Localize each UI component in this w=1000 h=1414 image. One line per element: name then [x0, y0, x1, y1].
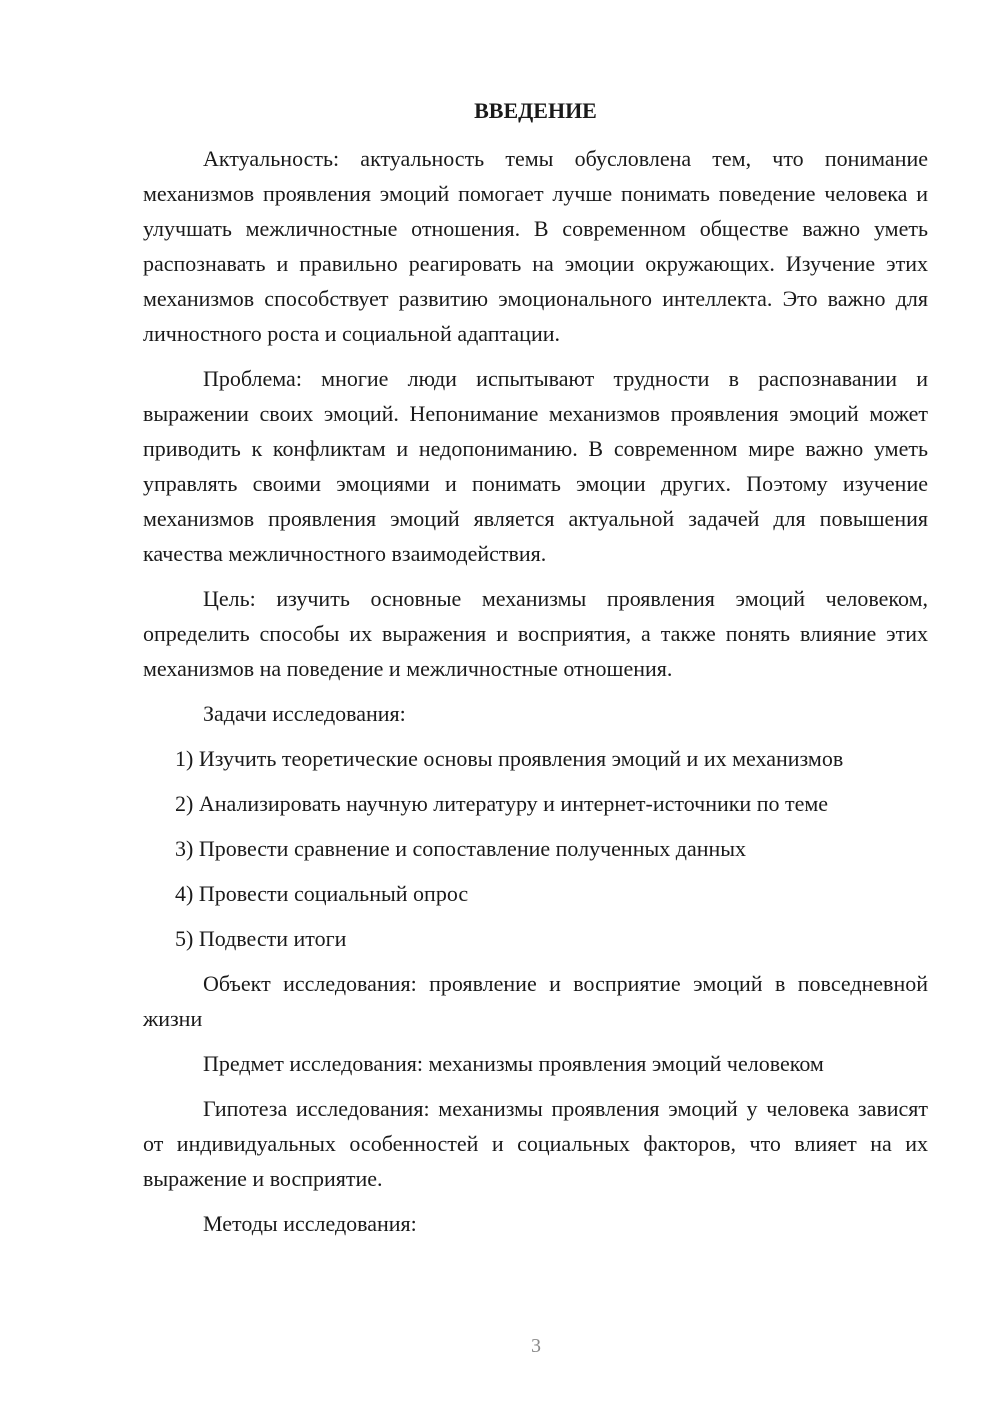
paragraph-problem: Проблема: многие люди испытывают трудности в распознавании и выражении своих эмоций. Непонимание механизмов проявления эмоций может приводить к конфликтам и недопониманию. В современном мире важно уметь управлять своими эмоциями и понимать эмоции других. Поэтому изучение механизмов проявления эмоций является актуальной задачей для повышения качества межличностного взаимодействия.: [143, 366, 928, 566]
paragraph-object: Объект исследования: проявление и восприятие эмоций в повседневной жизни: [143, 971, 928, 1031]
list-item: 3) Провести сравнение и сопоставление полученных данных: [175, 836, 747, 861]
tasks-list: [143, 741, 928, 956]
document-page: [143, 93, 928, 1251]
page-number: 3: [531, 1335, 541, 1357]
tasks-heading: Задачи исследования:: [203, 701, 406, 726]
list-item: 5) Подвести итоги: [175, 926, 347, 951]
paragraph-subject: Предмет исследования: механизмы проявления эмоций человеком: [203, 1051, 824, 1076]
list-item: 1) Изучить теоретические основы проявления эмоций и их механизмов: [175, 746, 844, 771]
paragraph-hypothesis: Гипотеза исследования: механизмы проявления эмоций у человека зависят от индивидуальных особенностей и социальных факторов, что влияет на их выражение и восприятие.: [143, 1096, 928, 1191]
paragraph-methods: Методы исследования:: [203, 1211, 417, 1236]
section-title: ВВЕДЕНИЕ: [474, 98, 597, 123]
paragraph-goal: Цель: изучить основные механизмы проявления эмоций человеком, определить способы их выражения и восприятия, а также понять влияние этих механизмов на поведение и межличностные отношения.: [143, 586, 928, 681]
list-item: 2) Анализировать научную литературу и интернет-источники по теме: [175, 791, 829, 816]
list-item: 4) Провести социальный опрос: [175, 881, 469, 906]
paragraph-relevance: Актуальность: актуальность темы обусловлена тем, что понимание механизмов проявления эмоций помогает лучше понимать поведение человека и улучшать межличностные отношения. В современном обществе важно уметь распознавать и правильно реагировать на эмоции окружающих. Изучение этих механизмов способствует развитию эмоционального интеллекта. Это важно для личностного роста и социальной адаптации.: [143, 146, 928, 346]
